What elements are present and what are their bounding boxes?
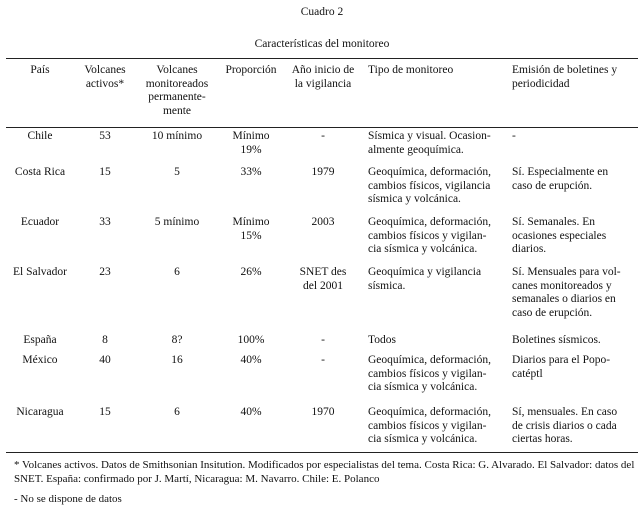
cell-volcanes-monitoreados: 5 [174,166,180,178]
cell-volcanes-activos: 23 [99,266,111,278]
cell-ano-inicio: - [321,130,325,142]
footnote-sources: * Volcanes activos. Datos de Smithsonian Insitution. Modificados por especialistas del tema. Costa Rica: G. Alvarado. El Salvador: datos del SNET. España: confirmado por J. Martí, Nicaragua: M. Navarro. Chile: E. Polanco [14,459,635,485]
column-header-tipo-monitoreo: Tipo de monitoreo [368,64,454,76]
column-header-pais: País [30,64,50,76]
cell-pais: México [22,354,58,366]
cell-emision-boletines: Sí. Especialmente en caso de erupción. [512,166,609,192]
cell-pais: El Salvador [13,266,67,278]
column-header-proporcion: Proporción [225,64,277,76]
cell-volcanes-monitoreados: 5 mínimo [154,216,200,228]
cell-tipo-monitoreo: Geoquímica, deformación, cambios físicos, vigilancia sísmica y volcánica. [368,166,491,205]
table-title: Cuadro 2 [300,6,344,18]
cell-volcanes-monitoreados: 6 [174,406,180,418]
cell-volcanes-monitoreados: 8? [171,334,183,346]
footnote-no-data: - No se dispone de datos [14,493,122,505]
cell-proporcion: Mínimo 15% [232,216,270,242]
cell-tipo-monitoreo: Geoquímica y vigilancia sísmica. [368,266,482,292]
column-header-volcanes-activos: Volcanes activos* [84,64,126,90]
bottom-rule [6,452,638,453]
cell-volcanes-monitoreados: 10 mínimo [151,130,203,142]
cell-pais: Ecuador [20,216,60,228]
cell-proporcion: 100% [237,334,265,346]
cell-volcanes-monitoreados: 6 [174,266,180,278]
cell-pais: Chile [27,130,53,142]
top-rule [6,58,638,59]
column-header-ano-inicio: Año inicio de la vigilancia [291,64,355,90]
table-subtitle: Características del monitoreo [254,38,390,50]
cell-volcanes-activos: 8 [102,334,108,346]
cell-volcanes-activos: 33 [99,216,111,228]
cell-emision-boletines: Sí, mensuales. En caso de crisis diarios o cada ciertas horas. [512,406,618,445]
cell-emision-boletines: Diarios para el Popo- catéptl [512,354,611,380]
column-header-volcanes-monitoreados: Volcanes monitoreados permanente- mente [145,64,209,117]
cell-volcanes-activos: 15 [99,406,111,418]
cell-ano-inicio: 1970 [311,406,335,418]
cell-ano-inicio: 2003 [311,216,335,228]
cell-tipo-monitoreo: Sísmica y visual. Ocasion- almente geoquímica. [368,130,491,156]
cell-proporcion: 40% [240,406,262,418]
cell-proporcion: 40% [240,354,262,366]
cell-ano-inicio: SNET des del 2001 [299,266,347,292]
cell-proporcion: 26% [240,266,262,278]
header-rule [6,127,638,128]
cell-pais: Nicaragua [16,406,64,418]
cell-emision-boletines: Sí. Mensuales para vol- canes monitoreados y semanales o diarios en caso de erupción. [512,266,621,319]
cell-volcanes-activos: 15 [99,166,111,178]
cell-volcanes-activos: 53 [99,130,111,142]
cell-tipo-monitoreo: Geoquímica, deformación, cambios físicos y vigilan- cia sísmica y volcánica. [368,406,491,445]
cell-pais: España [23,334,57,346]
cell-emision-boletines: - [512,130,516,142]
cell-ano-inicio: - [321,354,325,366]
cell-emision-boletines: Sí. Semanales. En ocasiones especiales diarios. [512,216,607,255]
cell-tipo-monitoreo: Geoquímica, deformación, cambios físicos y vigilan- cia sísmica y volcánica. [368,354,491,393]
cell-tipo-monitoreo: Todos [368,334,396,346]
column-header-emision-boletines: Emisión de boletines y periodicidad [512,64,618,90]
cell-ano-inicio: - [321,334,325,346]
cell-pais: Costa Rica [14,166,66,178]
cell-tipo-monitoreo: Geoquímica, deformación, cambios físicos y vigilan- cia sísmica y volcánica. [368,216,491,255]
cell-volcanes-activos: 40 [99,354,111,366]
cell-volcanes-monitoreados: 16 [171,354,183,366]
cell-ano-inicio: 1979 [311,166,335,178]
cell-emision-boletines: Boletines sísmicos. [512,334,601,346]
cell-proporcion: 33% [240,166,262,178]
cell-proporcion: Mínimo 19% [232,130,270,156]
